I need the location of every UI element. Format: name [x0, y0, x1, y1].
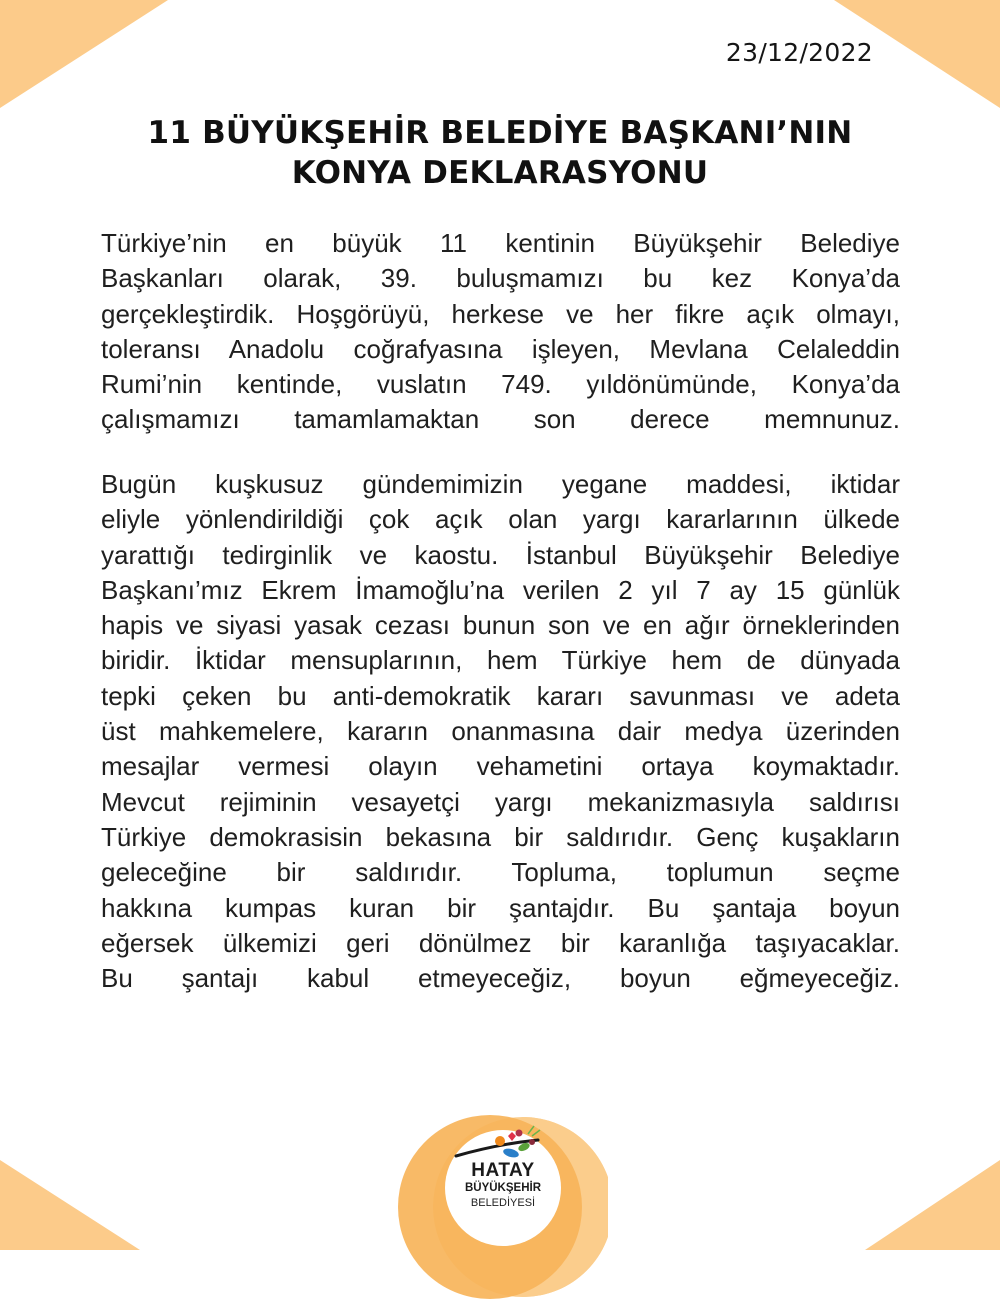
- paragraph-2: [101, 467, 900, 996]
- text-line: Rumi’nin kentinde, vuslatın 749. yıldönümünde, Konya’da: [101, 369, 900, 400]
- text-line: gerçekleştirdik. Hoşgörüyü, herkese ve her fikre açık olmayı,: [101, 298, 900, 329]
- logo-text-buyuksehir: BÜYÜKŞEHİR: [464, 1182, 542, 1194]
- text-line: çalışmamızı tamamlamaktan son derece memnunuz.: [101, 404, 900, 435]
- text-line: hakkına kumpas kuran bir şantajdır. Bu şantaja boyun: [101, 892, 900, 923]
- text-line: eğersek ülkemizi geri dönülmez bir karanlığa taşıyacaklar.: [101, 927, 900, 958]
- logo-text-hatay: HATAY: [471, 1160, 535, 1181]
- text-line: Türkiye demokrasisin bekasına bir saldırıdır. Genç kuşakların: [101, 821, 900, 852]
- text-line: Bu şantajı kabul etmeyeceğiz, boyun eğmeyeceğiz.: [101, 963, 900, 994]
- title-line-1: 11 BÜYÜKŞEHİR BELEDİYE BAŞKANI’NIN: [147, 115, 853, 151]
- document-title: [0, 113, 1000, 193]
- text-line: Mevcut rejiminin vesayetçi yargı mekanizmasıyla saldırısı: [101, 786, 900, 817]
- paragraph-1: [101, 226, 900, 438]
- title-line-2: KONYA DEKLARASYONU: [291, 155, 709, 191]
- text-line: Başkanları olarak, 39. buluşmamızı bu kez Konya’da: [101, 263, 900, 294]
- text-line: Başkanı’mız Ekrem İmamoğlu’na verilen 2 yıl 7 ay 15 günlük: [101, 574, 900, 605]
- document-date: 23/12/2022: [725, 38, 873, 67]
- text-line: eliyle yönlendirildiği çok açık olan yargı kararlarının ülkede: [101, 504, 900, 535]
- text-line: geleceğine bir saldırıdır. Topluma, toplumun seçme: [101, 857, 900, 888]
- text-line: tepki çeken bu anti-demokratik kararı savunması ve adeta: [101, 680, 900, 711]
- logo-text-belediyesi: BELEDİYESİ: [470, 1197, 536, 1209]
- text-line: toleransı Anadolu coğrafyasına işleyen, Mevlana Celaleddin: [101, 333, 900, 364]
- text-line: üst mahkemelere, kararın onanmasına dair medya üzerinden: [101, 716, 900, 747]
- text-line: biridir. İktidar mensuplarının, hem Türkiye hem de dünyada: [101, 645, 900, 676]
- text-line: Türkiye’nin en büyük 11 kentinin Büyükşehir Belediye: [101, 228, 900, 258]
- text-line: Bugün kuşkusuz gündemimizin yegane maddesi, iktidar: [101, 469, 900, 499]
- text-line: yarattığı tedirginlik ve kaostu. İstanbul Büyükşehir Belediye: [101, 539, 900, 570]
- text-line: hapis ve siyasi yasak cezası bunun son ve en ağır örneklerinden: [101, 610, 900, 641]
- hatay-municipality-logo: [398, 1100, 608, 1310]
- text-line: mesajlar vermesi olayın vehametini ortaya koymaktadır.: [101, 751, 900, 782]
